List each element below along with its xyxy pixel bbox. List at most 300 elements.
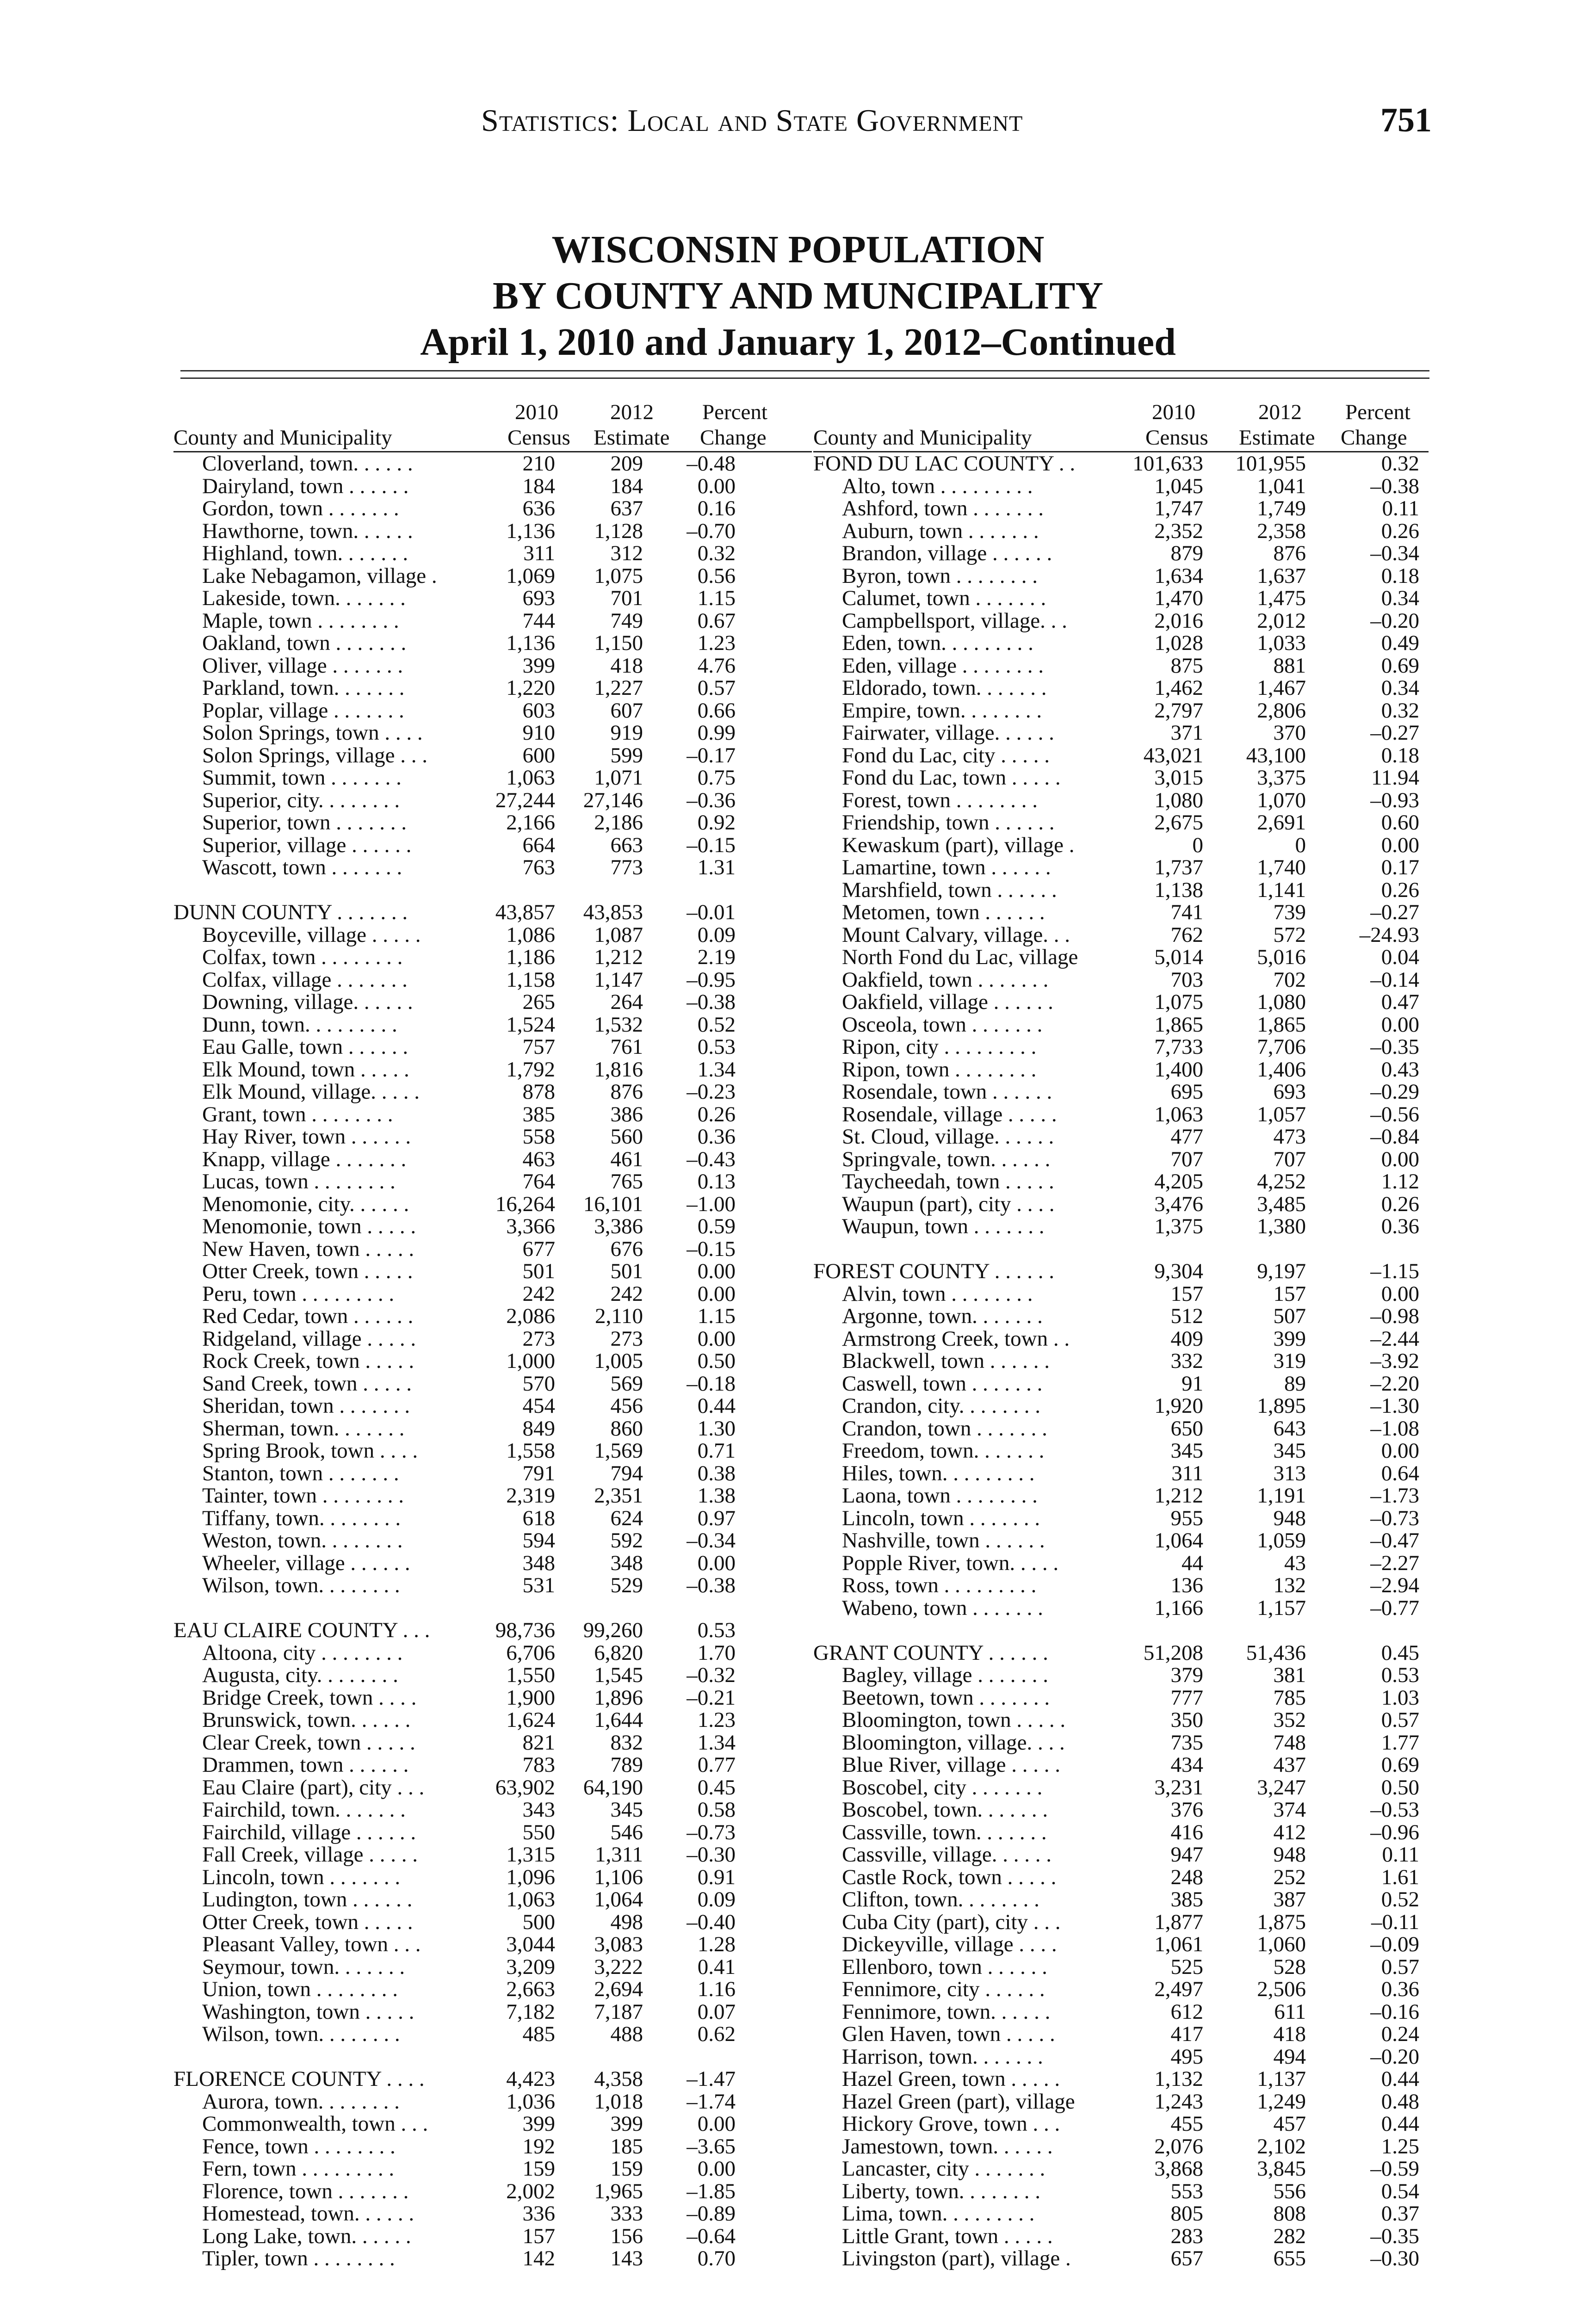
- municipality-name: Boscobel, city . . . . . . .: [842, 1775, 1043, 1800]
- estimate-value: 1,071: [594, 766, 643, 790]
- table-row: [173, 1395, 812, 1417]
- percent-change-value: –0.15: [687, 1237, 736, 1261]
- census-value: 879: [1170, 541, 1203, 565]
- table-row: [813, 1866, 1429, 1889]
- municipality-name: Florence, town . . . . . . .: [202, 2179, 409, 2203]
- percent-change-value: 0.36: [1381, 1214, 1419, 1238]
- census-value: 1,132: [1154, 2067, 1203, 2091]
- census-value: 1,036: [506, 2089, 555, 2114]
- percent-change-value: 0.91: [697, 1865, 736, 1889]
- header-municipality: County and Municipality: [813, 426, 1032, 450]
- table-row: [813, 834, 1429, 857]
- estimate-value: 370: [1273, 721, 1306, 745]
- percent-change-value: 0.18: [1381, 743, 1419, 767]
- census-value: 1,063: [506, 1887, 555, 1911]
- percent-change-value: –0.84: [1370, 1125, 1419, 1149]
- census-value: 136: [1170, 1573, 1203, 1597]
- census-value: 332: [1170, 1349, 1203, 1373]
- estimate-value: 4,358: [594, 2067, 643, 2091]
- estimate-value: 702: [1273, 967, 1306, 992]
- census-value: 501: [522, 1259, 555, 1283]
- census-value: 1,186: [506, 945, 555, 969]
- estimate-value: 1,033: [1257, 631, 1306, 655]
- municipality-name: Eden, town. . . . . . . . .: [842, 631, 1033, 655]
- estimate-value: 4,252: [1257, 1169, 1306, 1194]
- table-row: [173, 1529, 812, 1552]
- municipality-name: FOND DU LAC COUNTY . .: [813, 451, 1076, 476]
- header-change: Change: [1341, 426, 1407, 450]
- percent-change-value: 0.26: [1381, 1192, 1419, 1216]
- municipality-name: Byron, town . . . . . . . .: [842, 563, 1038, 588]
- census-value: 91: [1182, 1371, 1203, 1396]
- census-value: 657: [1170, 2246, 1203, 2270]
- percent-change-value: –0.14: [1370, 967, 1419, 992]
- estimate-value: 507: [1273, 1304, 1306, 1328]
- census-value: 762: [1170, 922, 1203, 947]
- table-row: [173, 1866, 812, 1889]
- table-row: [173, 856, 812, 879]
- table-row: [173, 2113, 812, 2135]
- estimate-value: 2,806: [1257, 698, 1306, 723]
- census-value: 1,086: [506, 922, 555, 947]
- municipality-name: Livingston (part), village .: [842, 2246, 1071, 2270]
- percent-change-value: 1.61: [1381, 1865, 1419, 1889]
- municipality-name: Parkland, town. . . . . . .: [202, 676, 405, 700]
- percent-change-value: 0.00: [697, 2112, 736, 2136]
- estimate-value: 1,191: [1257, 1484, 1306, 1508]
- estimate-value: 209: [610, 451, 643, 476]
- estimate-value: 876: [1273, 541, 1306, 565]
- estimate-value: 2,694: [594, 1977, 643, 2001]
- estimate-value: 2,102: [1257, 2134, 1306, 2158]
- census-value: 849: [522, 1416, 555, 1441]
- table-row: [813, 1193, 1429, 1216]
- estimate-value: 592: [610, 1528, 643, 1552]
- census-value: 385: [1170, 1887, 1203, 1911]
- estimate-value: 1,087: [594, 922, 643, 947]
- census-value: 371: [1170, 721, 1203, 745]
- percent-change-value: –0.35: [1370, 1035, 1419, 1059]
- table-row: [173, 1933, 812, 1956]
- census-value: 1,063: [506, 766, 555, 790]
- census-value: 184: [522, 474, 555, 498]
- census-value: 485: [522, 2022, 555, 2046]
- municipality-name: DUNN COUNTY . . . . . . .: [173, 900, 408, 924]
- table-row: [173, 1484, 812, 1507]
- title-line-3: April 1, 2010 and January 1, 2012–Continued: [420, 321, 1176, 364]
- table-row: [173, 924, 812, 946]
- percent-change-value: 0.54: [1381, 2179, 1419, 2203]
- percent-change-value: –2.20: [1370, 1371, 1419, 1396]
- percent-change-value: 0.97: [697, 1506, 736, 1530]
- table-row: [173, 497, 812, 520]
- census-value: 242: [522, 1281, 555, 1306]
- table-row: [813, 789, 1429, 812]
- census-value: 3,044: [506, 1932, 555, 1956]
- right-rows: [813, 452, 1429, 2270]
- page-number: 751: [1380, 101, 1432, 139]
- municipality-name: Homestead, town. . . . . .: [202, 2202, 414, 2226]
- table-row: [173, 1776, 812, 1799]
- estimate-value: 3,845: [1257, 2157, 1306, 2181]
- census-value: 741: [1170, 900, 1203, 924]
- municipality-name: Fond du Lac, city . . . . .: [842, 743, 1050, 767]
- table-row: [173, 1238, 812, 1261]
- table-row: [173, 1283, 812, 1305]
- estimate-value: 789: [610, 1753, 643, 1777]
- table-row: [813, 475, 1429, 498]
- municipality-name: Superior, town . . . . . . .: [202, 810, 407, 835]
- municipality-name: Lima, town. . . . . . . . .: [842, 2202, 1035, 2226]
- municipality-name: Rock Creek, town . . . . .: [202, 1349, 414, 1373]
- census-value: 878: [522, 1080, 555, 1104]
- table-row: [173, 1103, 812, 1126]
- table-row: [813, 1552, 1429, 1575]
- estimate-value: 348: [610, 1551, 643, 1575]
- table-row: [173, 834, 812, 857]
- estimate-value: 748: [1273, 1730, 1306, 1755]
- estimate-value: 99,260: [583, 1618, 643, 1642]
- municipality-name: Cloverland, town. . . . . .: [202, 451, 413, 476]
- census-value: 512: [1170, 1304, 1203, 1328]
- census-value: 2,675: [1154, 810, 1203, 835]
- table-row: [813, 1148, 1429, 1171]
- census-value: 1,920: [1154, 1394, 1203, 1418]
- estimate-value: 1,875: [1257, 1910, 1306, 1934]
- municipality-name: Pleasant Valley, town . . .: [202, 1932, 421, 1956]
- table-row: [813, 2001, 1429, 2023]
- estimate-value: 3,386: [594, 1214, 643, 1238]
- percent-change-value: 0.00: [1381, 833, 1419, 857]
- municipality-name: Ripon, city . . . . . . . . .: [842, 1035, 1037, 1059]
- table-row: [813, 587, 1429, 610]
- estimate-value: 693: [1273, 1080, 1306, 1104]
- estimate-value: 7,187: [594, 1999, 643, 2024]
- table-row: [813, 1933, 1429, 1956]
- census-value: 399: [522, 2112, 555, 2136]
- municipality-name: Commonwealth, town . . .: [202, 2112, 428, 2136]
- municipality-name: Friendship, town . . . . . .: [842, 810, 1055, 835]
- municipality-name: Drammen, town . . . . . .: [202, 1753, 409, 1777]
- estimate-value: 1,895: [1257, 1394, 1306, 1418]
- census-value: 2,319: [506, 1484, 555, 1508]
- percent-change-value: –0.73: [687, 1820, 736, 1844]
- census-value: 1,063: [1154, 1102, 1203, 1126]
- estimate-value: 473: [1273, 1125, 1306, 1149]
- percent-change-value: –0.48: [687, 451, 736, 476]
- estimate-value: 399: [1273, 1326, 1306, 1351]
- census-value: 2,076: [1154, 2134, 1203, 2158]
- municipality-name: Oakland, town . . . . . . .: [202, 631, 407, 655]
- municipality-name: Gordon, town . . . . . . .: [202, 496, 399, 520]
- census-value: 7,182: [506, 1999, 555, 2024]
- census-value: 192: [522, 2134, 555, 2158]
- municipality-name: Highland, town. . . . . . .: [202, 541, 408, 565]
- census-value: 1,028: [1154, 631, 1203, 655]
- table-row: [173, 677, 812, 699]
- column-header: [813, 400, 1429, 452]
- estimate-value: 3,485: [1257, 1192, 1306, 1216]
- estimate-value: 773: [610, 855, 643, 879]
- percent-change-value: 0.69: [1381, 1753, 1419, 1777]
- census-value: 98,736: [495, 1618, 555, 1642]
- table-row: [813, 520, 1429, 543]
- percent-change-value: 1.03: [1381, 1685, 1419, 1710]
- table-row: [173, 2001, 812, 2023]
- row-spacer: [173, 2046, 812, 2068]
- municipality-name: Empire, town. . . . . . . .: [842, 698, 1042, 723]
- census-value: 311: [1171, 1461, 1203, 1485]
- table-row: [813, 722, 1429, 744]
- table-row: [173, 1552, 812, 1575]
- percent-change-value: 0.00: [1381, 1439, 1419, 1463]
- table-row: [173, 1978, 812, 2001]
- table-row: [813, 1574, 1429, 1597]
- percent-change-value: 0.37: [1381, 2202, 1419, 2226]
- table-row: [813, 1799, 1429, 1821]
- municipality-name: Alvin, town . . . . . . . .: [842, 1281, 1033, 1306]
- table-row: [813, 946, 1429, 969]
- table-row: [173, 2023, 812, 2046]
- estimate-value: 313: [1273, 1461, 1306, 1485]
- table-row: [173, 1126, 812, 1148]
- estimate-value: 1,749: [1257, 496, 1306, 520]
- table-row: [173, 699, 812, 722]
- census-value: 2,086: [506, 1304, 555, 1328]
- municipality-name: Eldorado, town. . . . . . .: [842, 676, 1047, 700]
- percent-change-value: –0.34: [1370, 541, 1419, 565]
- estimate-value: 0: [1295, 833, 1306, 857]
- percent-change-value: 0.50: [697, 1349, 736, 1373]
- table-row: [813, 1664, 1429, 1687]
- estimate-value: 761: [610, 1035, 643, 1059]
- municipality-name: Oliver, village . . . . . . .: [202, 653, 403, 678]
- municipality-name: Wabeno, town . . . . . . .: [842, 1596, 1043, 1620]
- estimate-value: 1,467: [1257, 676, 1306, 700]
- table-row: [173, 1799, 812, 1821]
- percent-change-value: 1.31: [697, 855, 736, 879]
- table-row: [813, 969, 1429, 991]
- estimate-value: 785: [1273, 1685, 1306, 1710]
- percent-change-value: 0.64: [1381, 1461, 1419, 1485]
- municipality-name: Popple River, town. . . . .: [842, 1551, 1059, 1575]
- census-value: 693: [522, 586, 555, 610]
- municipality-name: New Haven, town . . . . .: [202, 1237, 414, 1261]
- percent-change-value: –0.59: [1370, 2157, 1419, 2181]
- percent-change-value: 0.32: [1381, 451, 1419, 476]
- table-row: [813, 1754, 1429, 1776]
- municipality-name: Mount Calvary, village. . .: [842, 922, 1070, 947]
- percent-change-value: 0.26: [1381, 519, 1419, 543]
- estimate-value: 319: [1273, 1349, 1306, 1373]
- estimate-value: 1,147: [594, 967, 643, 992]
- census-value: 2,016: [1154, 608, 1203, 633]
- municipality-name: Metomen, town . . . . . .: [842, 900, 1045, 924]
- estimate-value: 143: [610, 2246, 643, 2270]
- estimate-value: 1,896: [594, 1685, 643, 1710]
- percent-change-value: 0.48: [1381, 2089, 1419, 2114]
- census-value: 416: [1170, 1820, 1203, 1844]
- municipality-name: Otter Creek, town . . . . .: [202, 1259, 413, 1283]
- estimate-value: 3,375: [1257, 766, 1306, 790]
- estimate-value: 739: [1273, 900, 1306, 924]
- percent-change-value: 0.70: [697, 2246, 736, 2270]
- percent-change-value: 1.23: [697, 631, 736, 655]
- census-value: 27,244: [495, 788, 555, 812]
- percent-change-value: 0.32: [697, 541, 736, 565]
- percent-change-value: 2.19: [697, 945, 736, 969]
- estimate-value: 132: [1273, 1573, 1306, 1597]
- percent-change-value: 0.75: [697, 766, 736, 790]
- municipality-name: Brandon, village . . . . . .: [842, 541, 1052, 565]
- table-row: [813, 632, 1429, 655]
- percent-change-value: 0.53: [697, 1035, 736, 1059]
- table-row: [813, 655, 1429, 677]
- percent-change-value: 0.07: [697, 1999, 736, 2024]
- municipality-name: Wilson, town. . . . . . . .: [202, 2022, 400, 2046]
- running-head: [0, 93, 1596, 148]
- table-row: [813, 2158, 1429, 2180]
- municipality-name: Osceola, town . . . . . . .: [842, 1012, 1043, 1037]
- percent-change-value: –0.77: [1370, 1596, 1419, 1620]
- municipality-name: Aurora, town. . . . . . . .: [202, 2089, 400, 2114]
- municipality-name: Dickeyville, village . . . .: [842, 1932, 1057, 1956]
- estimate-value: 1,057: [1257, 1102, 1306, 1126]
- percent-change-value: 0.11: [1382, 496, 1419, 520]
- municipality-name: GRANT COUNTY . . . . . .: [813, 1640, 1048, 1665]
- municipality-name: Liberty, town. . . . . . . .: [842, 2179, 1041, 2203]
- estimate-value: 546: [610, 1820, 643, 1844]
- percent-change-value: 0.34: [1381, 676, 1419, 700]
- municipality-name: Dairyland, town . . . . . .: [202, 474, 409, 498]
- census-value: 2,352: [1154, 519, 1203, 543]
- estimate-value: 43,100: [1246, 743, 1306, 767]
- table-row: [813, 1417, 1429, 1440]
- table-row: [173, 2158, 812, 2180]
- estimate-value: 2,506: [1257, 1977, 1306, 2001]
- municipality-name: Fennimore, town. . . . . .: [842, 1999, 1051, 2024]
- municipality-name: Forest, town . . . . . . . .: [842, 788, 1038, 812]
- percent-change-value: 1.77: [1381, 1730, 1419, 1755]
- municipality-name: Clifton, town. . . . . . . .: [842, 1887, 1039, 1911]
- table-row: [173, 1664, 812, 1687]
- municipality-name: Solon Springs, town . . . .: [202, 721, 423, 745]
- estimate-value: 352: [1273, 1708, 1306, 1732]
- table-row: [813, 2180, 1429, 2203]
- percent-change-value: –3.65: [687, 2134, 736, 2158]
- census-value: 210: [522, 451, 555, 476]
- percent-change-value: –0.53: [1370, 1798, 1419, 1822]
- census-value: 1,792: [506, 1057, 555, 1082]
- table-row: [173, 1709, 812, 1732]
- estimate-value: 607: [610, 698, 643, 723]
- percent-change-value: –24.93: [1359, 922, 1419, 947]
- title-line-1: WISCONSIN POPULATION: [551, 228, 1045, 271]
- census-value: 2,797: [1154, 698, 1203, 723]
- estimate-value: 1,545: [594, 1663, 643, 1687]
- census-value: 821: [522, 1730, 555, 1755]
- title-rule-top: [180, 370, 1429, 371]
- estimate-value: 676: [610, 1237, 643, 1261]
- municipality-name: Wilson, town. . . . . . . .: [202, 1573, 400, 1597]
- estimate-value: 2,012: [1257, 608, 1306, 633]
- table-row: [813, 1373, 1429, 1395]
- percent-change-value: 1.12: [1381, 1169, 1419, 1194]
- table-row: [813, 1956, 1429, 1979]
- percent-change-value: –0.56: [1370, 1102, 1419, 1126]
- municipality-name: Colfax, town . . . . . . . .: [202, 945, 403, 969]
- table-row: [173, 969, 812, 991]
- municipality-name: Lincoln, town . . . . . . .: [202, 1865, 401, 1889]
- estimate-value: 1,064: [594, 1887, 643, 1911]
- table-row: [173, 1642, 812, 1664]
- municipality-name: Marshfield, town . . . . . .: [842, 878, 1057, 902]
- estimate-value: 860: [610, 1416, 643, 1441]
- estimate-value: 948: [1273, 1506, 1306, 1530]
- municipality-name: Superior, village . . . . . .: [202, 833, 412, 857]
- percent-change-value: 0.43: [1381, 1057, 1419, 1082]
- municipality-name: Blue River, village . . . . .: [842, 1753, 1060, 1777]
- estimate-value: 1,380: [1257, 1214, 1306, 1238]
- municipality-name: FOREST COUNTY . . . . . .: [813, 1259, 1054, 1283]
- municipality-name: Rosendale, village . . . . .: [842, 1102, 1057, 1126]
- table-row: [813, 1507, 1429, 1530]
- percent-change-value: 0.57: [697, 676, 736, 700]
- percent-change-value: 0.00: [697, 1551, 736, 1575]
- estimate-value: 2,110: [594, 1304, 643, 1328]
- estimate-value: 461: [610, 1147, 643, 1171]
- census-value: 1,000: [506, 1349, 555, 1373]
- table-row: [173, 1350, 812, 1373]
- percent-change-value: –1.30: [1370, 1394, 1419, 1418]
- municipality-name: Boscobel, town. . . . . . .: [842, 1798, 1048, 1822]
- percent-change-value: 0.53: [1381, 1663, 1419, 1687]
- estimate-value: 560: [610, 1125, 643, 1149]
- estimate-value: 948: [1273, 1843, 1306, 1867]
- municipality-name: North Fond du Lac, village: [842, 945, 1078, 969]
- municipality-name: Blackwell, town . . . . . .: [842, 1349, 1050, 1373]
- municipality-name: Boyceville, village . . . . .: [202, 922, 421, 947]
- census-value: 594: [522, 1528, 555, 1552]
- table-row: [173, 587, 812, 610]
- table-row: [173, 542, 812, 565]
- estimate-value: 611: [1274, 1999, 1306, 2024]
- row-spacer: [813, 1619, 1429, 1642]
- estimate-value: 569: [610, 1371, 643, 1396]
- census-value: 142: [522, 2246, 555, 2270]
- estimate-value: 157: [1273, 1281, 1306, 1306]
- census-value: 703: [1170, 967, 1203, 992]
- municipality-name: Superior, city. . . . . . . .: [202, 788, 400, 812]
- municipality-name: Hawthorne, town. . . . . .: [202, 519, 413, 543]
- estimate-value: 1,106: [594, 1865, 643, 1889]
- percent-change-value: 0.45: [697, 1775, 736, 1800]
- municipality-name: Ross, town . . . . . . . . .: [842, 1573, 1037, 1597]
- census-value: 763: [522, 855, 555, 879]
- municipality-name: Brunswick, town. . . . . .: [202, 1708, 411, 1732]
- table-row: [813, 1709, 1429, 1732]
- census-value: 350: [1170, 1708, 1203, 1732]
- census-value: 283: [1170, 2224, 1203, 2248]
- estimate-value: 663: [610, 833, 643, 857]
- estimate-value: 528: [1273, 1954, 1306, 1979]
- municipality-name: Tiffany, town. . . . . . . .: [202, 1506, 401, 1530]
- percent-change-value: –0.20: [1370, 608, 1419, 633]
- estimate-value: 881: [1273, 653, 1306, 678]
- census-value: 735: [1170, 1730, 1203, 1755]
- estimate-value: 2,691: [1257, 810, 1306, 835]
- table-row: [813, 1597, 1429, 1620]
